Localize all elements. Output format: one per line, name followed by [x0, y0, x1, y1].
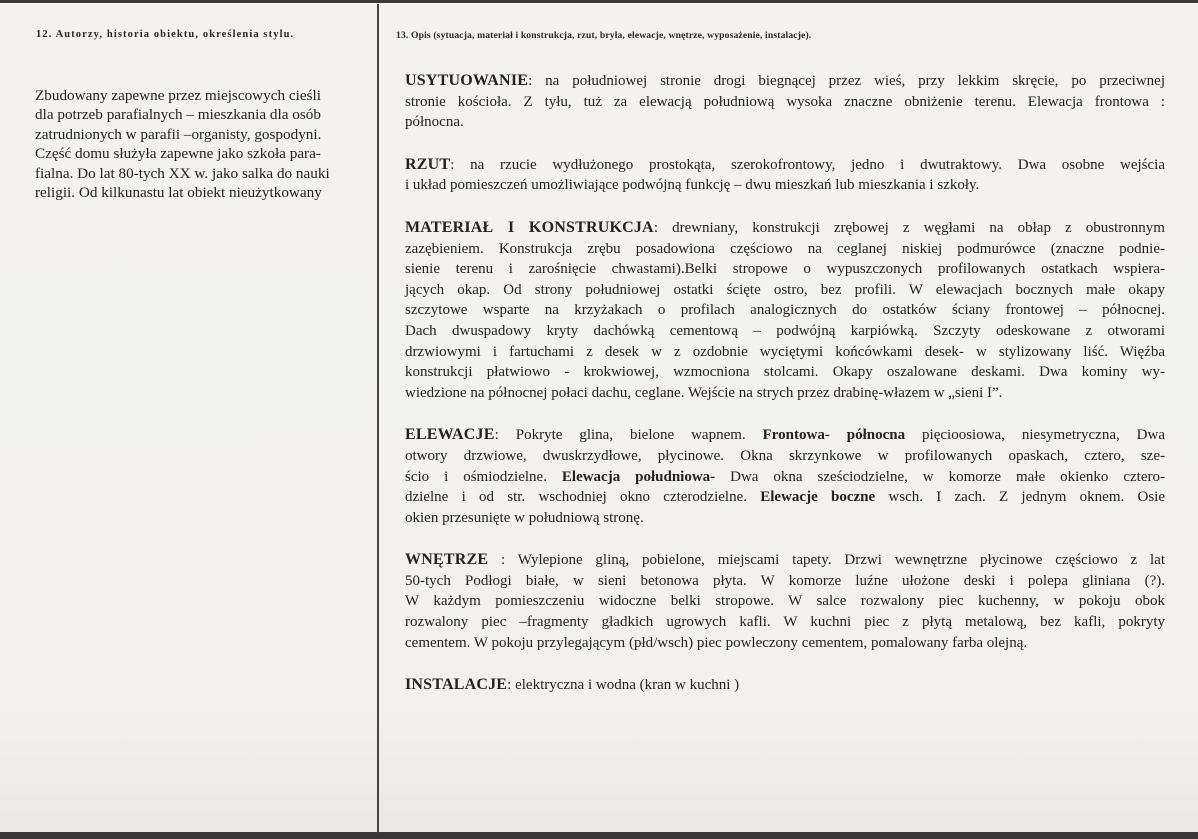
subheading-poludniowa: Elewacja południowa- [561, 468, 716, 485]
text-fragment: wsch. I zach. Z jednym oknem. Osie [875, 489, 1166, 506]
text-line: : na południowej stronie drogi biegnącej przez wieś, przy lekkim skręcie, po przeciwnej [528, 73, 1165, 89]
text-line: dla potrzeb parafialnych – mieszkania dla osób [35, 106, 321, 124]
section-elewacje [405, 425, 1165, 528]
section-material-konstrukcja [405, 218, 1165, 403]
text-line: drzwiowymi i fartuchami z desek w z ozdobnie wyciętymi końcówkami desek- w stylizowany liść. Więźba [405, 343, 1165, 360]
text-line: religii. Od kilkunastu lat obiekt nieużytkowany [35, 184, 322, 202]
text-line: sienie terenu i zarośnięcie chwastami).Belki stropowe o wypuszczonych profilowanych ostatkach wspiera- [405, 261, 1165, 278]
text-fragment: : Pokryte glina, bielone wapnem. [494, 427, 763, 444]
section-label: INSTALACJE [405, 676, 508, 694]
section-instalacje [405, 675, 1165, 696]
text-line: Dach dwuspadowy kryty dachówką cementową – podwójną karpiówką. Szczyty odeskowane z otworami [405, 322, 1165, 339]
column-description [380, 3, 1198, 832]
section-label: MATERIAŁ I KONSTRUKCJA [405, 218, 654, 236]
section-label: USYTUOWANIE [405, 72, 529, 89]
text-line: 50-tych Podłogi białe, w sieni betonowa płyta. W komorze luźne ułożone deski i polepa gliniana (?). [405, 572, 1165, 589]
text-line: zatrudnionych w parafii –organisty, gospodyni. [35, 125, 322, 143]
section-wnetrze [405, 550, 1165, 653]
text-line: szczytowe wsparte na krzyżakach o profilach analogicznych do ostatków ściany frontowej – północnej. [405, 302, 1165, 319]
text-line: : drewniany, konstrukcji zrębowej z węgłami na obłap z obustronnym [653, 219, 1165, 236]
text-line: jących okap. Od strony południowej ostatki ścięte ostro, bez profili. W elewacjach bocznych małe okapy [405, 281, 1165, 298]
section-rzut [405, 155, 1165, 196]
text-line: stronie kościoła. Z tyłu, tuż za elewacją południową wysoka znaczne obniżenie terenu. Elewacja frontowa : [405, 93, 1165, 110]
description-sections [405, 71, 1165, 718]
text-line: : Wylepione gliną, pobielone, miejscami tapety. Drzwi wewnętrzne płycinowe częściowo z lat [488, 552, 1165, 569]
text-line: Zbudowany zapewne przez miejscowych cieśli [35, 87, 321, 104]
document-page [0, 3, 1198, 832]
column-authors-history [0, 3, 377, 832]
text-line: fialna. Do lat 80-tych XX w. jako salka do nauki [35, 164, 330, 182]
text-line: : elektryczna i wodna (kran w kuchni ) [507, 677, 740, 694]
text-fragment: dzielne i od str. wschodniej okno czterodzielne. [405, 489, 761, 506]
text-fragment: ścio i ośmiodzielne. [405, 468, 562, 485]
section-12-heading: 12. Autorzy, historia obiektu, określenia stylu. [36, 29, 295, 40]
text-line: : na rzucie wydłużonego prostokąta, szerokofrontowy, jedno i dwutraktowy. Dwa osobne wejścia [450, 156, 1165, 173]
section-13-heading: 13. Opis (sytuacja, materiał i konstrukcja, rzut, bryła, elewacje, wnętrze, wyposażenie, instalacje). [396, 30, 812, 41]
section-label: RZUT [405, 155, 451, 173]
text-line: rozwalony piec –fragmenty gładkich ugrowych kafli. W kuchni piec z płytą metalową, bez kafli, pokryty [405, 614, 1165, 631]
history-text [35, 86, 370, 202]
text-line: Część domu służyła zapewne jako szkoła para- [35, 145, 321, 163]
text-line: i układ pomieszczeń umożliwiające podwójną funkcję – dwu mieszkań lub mieszkania i szkoły. [405, 177, 980, 194]
text-line: okien przesunięte w południową stronę. [405, 509, 644, 526]
text-line: otwory drzwiowe, dwuskrzydłowe, płycinowe. Okna skrzynkowe w profilowanych opaskach, cztero, sze- [405, 447, 1165, 464]
text-line: konstrukcji płatwiowo - krokwiowej, wzmocniona stolcami. Okapy oszalowane deskami. Dwa kominy wy- [405, 364, 1165, 381]
text-fragment: Dwa okna sześciodzielne, w komorze małe okienko cztero- [715, 468, 1165, 485]
section-usytuowanie [405, 71, 1165, 133]
text-line: wiedzione na północnej połaci dachu, ceglane. Wejście na strych przez drabinę-włazem w „sieni I”. [405, 384, 1003, 401]
section-label: ELEWACJE [405, 426, 495, 444]
section-label: WNĘTRZE [405, 551, 489, 569]
subheading-frontowa: Frontowa- północna [762, 427, 906, 444]
text-line: północna. [405, 114, 464, 131]
subheading-boczne: Elewacje boczne [760, 489, 876, 506]
text-line: W każdym pomieszczeniu widoczne belki stropowe. W salce rozwalony piec kuchenny, w pokoju obok [405, 593, 1165, 610]
text-line: cementem. W pokoju przylegającym (płd/wsch) piec powleczony cementem, pomalowany farba olejną. [405, 634, 1028, 651]
text-line: zazębieniem. Konstrukcja zrębu posadowiona częściowo na ceglanej niskiej podmurówce (znaczne podnie- [405, 240, 1165, 257]
column-divider [377, 4, 379, 833]
text-fragment: pięcioosiowa, niesymetryczna, Dwa [905, 427, 1166, 444]
